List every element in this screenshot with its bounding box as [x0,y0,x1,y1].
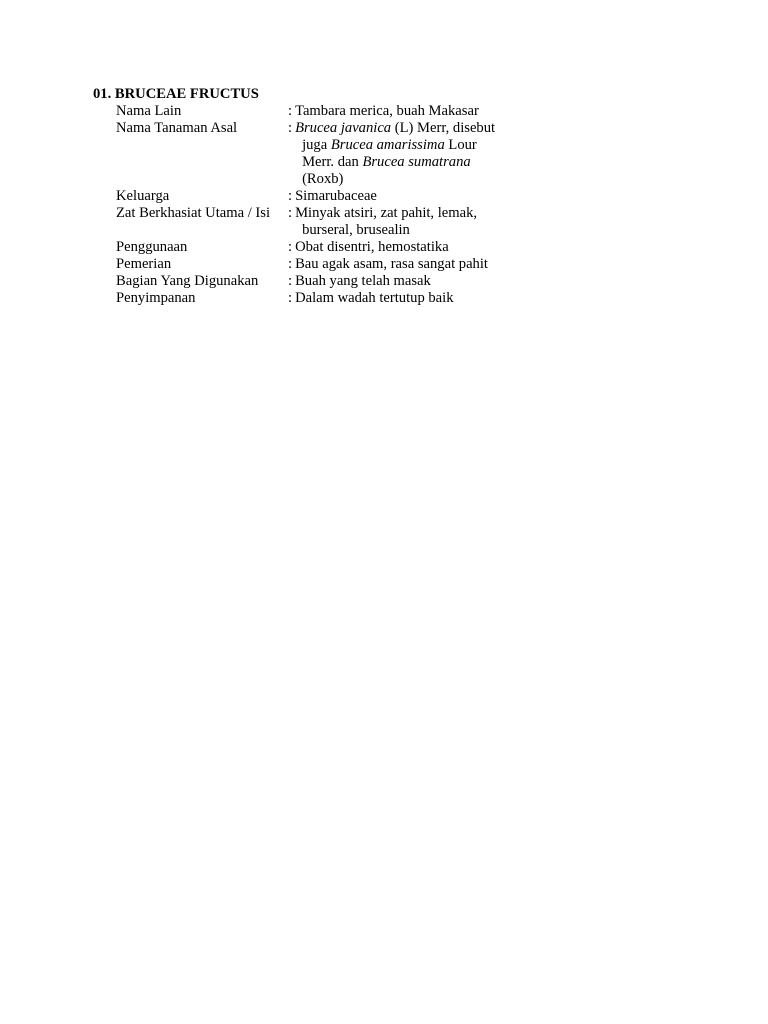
property-separator: : [288,120,293,136]
property-separator: : [288,256,293,272]
property-row-keluarga [116,188,535,205]
value-text: (L) Merr, disebut [391,120,496,136]
entry-number: 01. [93,86,112,102]
property-value-line: Simarubaceae [295,188,377,204]
property-label: Nama Tanaman Asal [116,120,238,136]
property-value-line: Obat disentri, hemostatika [295,239,449,255]
property-value-line [295,120,535,137]
property-separator: : [288,188,293,204]
document-body [93,86,535,307]
property-separator: : [288,205,293,221]
property-value [295,103,535,120]
value-text: Merr. dan [302,154,363,170]
property-value-line [295,137,535,154]
property-value-line: Buah yang telah masak [295,273,431,289]
property-list [116,103,535,307]
property-row-bagian-digunakan [116,273,535,290]
property-value-line: burseral, brusealin [302,222,410,238]
property-label: Zat Berkhasiat Utama / Isi [116,205,270,221]
property-value-line: Minyak atsiri, zat pahit, lemak, [295,205,478,221]
property-separator: : [288,273,293,289]
property-label: Penyimpanan [116,290,196,306]
property-value-line: Dalam wadah tertutup baik [295,290,454,306]
property-row-penggunaan [116,239,535,256]
entry-name: BRUCEAE FRUCTUS [114,86,259,102]
property-value [295,239,535,256]
property-row-nama-lain [116,103,535,120]
property-value-line: (Roxb) [302,171,344,187]
species-name: Brucea sumatrana [362,154,471,170]
property-value [295,273,535,290]
entry-title [93,86,535,103]
value-text: Lour [444,137,477,153]
property-label: Bagian Yang Digunakan [116,273,259,289]
property-row-pemerian [116,256,535,273]
property-separator: : [288,239,293,255]
property-label: Nama Lain [116,103,182,119]
species-name: Brucea javanica [295,120,392,136]
property-separator: : [288,103,293,119]
property-label: Penggunaan [116,239,188,255]
property-separator: : [288,290,293,306]
value-text: juga [302,137,331,153]
property-value [295,188,535,205]
property-row-zat-berkhasiat [116,205,535,239]
property-value [295,256,535,273]
property-label: Keluarga [116,188,170,204]
property-value [295,205,535,239]
species-name: Brucea amarissima [330,137,445,153]
property-value [295,290,535,307]
property-row-nama-tanaman-asal [116,120,535,188]
property-row-penyimpanan [116,290,535,307]
property-value [295,120,535,188]
property-value-line: Tambara merica, buah Makasar [295,103,479,119]
property-value-line [295,154,535,171]
property-label: Pemerian [116,256,172,272]
property-value-line: Bau agak asam, rasa sangat pahit [295,256,488,272]
